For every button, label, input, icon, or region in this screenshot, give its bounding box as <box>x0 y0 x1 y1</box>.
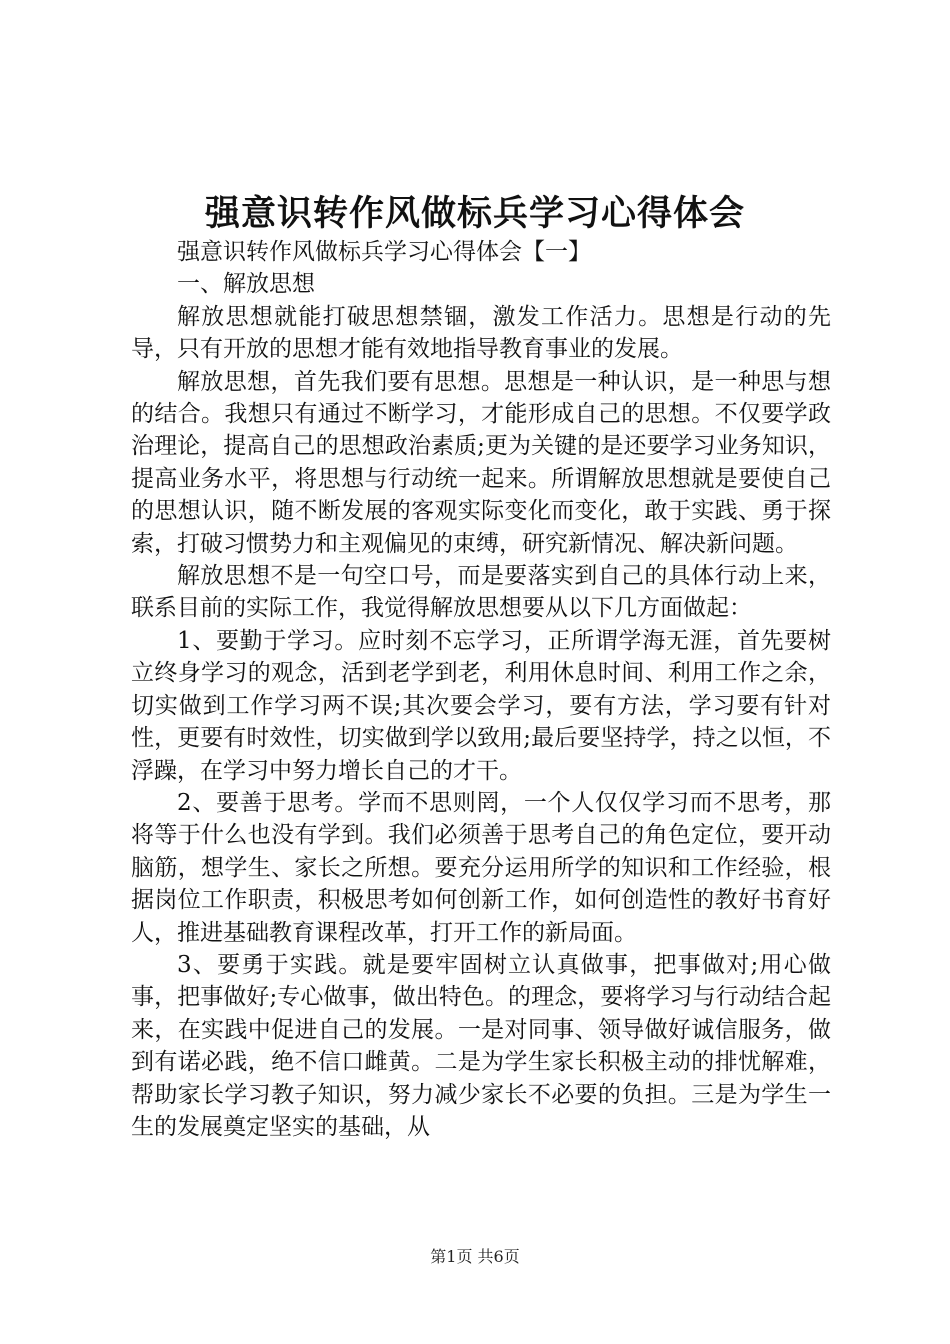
body-paragraph: 解放思想，首先我们要有思想。思想是一种认识，是一种思与想的结合。我想只有通过不断学习，才能形成自己的思想。不仅要学政治理论，提高自己的思想政治素质;更为关键的是还要学习业务知识，提高业务水平，将思想与行动统一起来。所谓解放思想就是要使自己的思想认识，随不断发展的客观实际变化而变化，敢于实践、勇于探索，打破习惯势力和主观偏见的束缚，研究新情况、解决新问题。 <box>131 368 831 557</box>
page-footer: 第1页 共6页 <box>430 1247 520 1266</box>
body-paragraph: 解放思想就能打破思想禁锢，激发工作活力。思想是行动的先导，只有开放的思想才能有效地指导教育事业的发展。 <box>131 303 831 363</box>
section-heading: 强意识转作风做标兵学习心得体会【一】 <box>177 239 591 265</box>
document-title: 强意识转作风做标兵学习心得体会 <box>204 193 745 234</box>
numbered-paragraph: 2、要善于思考。学而不思则罔，一个人仅仅学习而不思考，那将等于什么也没有学到。我们必须善于思考自己的角色定位，要开动脑筋，想学生、家长之所想。要充分运用所学的知识和工作经验，根据岗位工作职责，积极思考如何创新工作，如何创造性的教好书育好人，推进基础教育课程改革，打开工作的新局面。 <box>131 789 831 946</box>
subsection-heading: 一、解放思想 <box>177 271 315 298</box>
numbered-paragraph: 1、要勤于学习。应时刻不忘学习，正所谓学海无涯，首先要树立终身学习的观念，活到老学到老，利用休息时间、利用工作之余，切实做到工作学习两不误;其次要会学习，要有方法，学习要有针对性，更要有时效性，切实做到学以致用;最后要坚持学，持之以恒，不浮躁，在学习中努力增长自己的才干。 <box>131 627 831 784</box>
numbered-paragraph: 3、要勇于实践。就是要牢固树立认真做事，把事做对;用心做事，把事做好;专心做事，做出特色。的理念，要将学习与行动结合起来，在实践中促进自己的发展。一是对同事、领导做好诚信服务，做到有诺必践，绝不信口雌黄。二是为学生家长积极主动的排忧解难，帮助家长学习教子知识，努力减少家长不必要的负担。三是为学生一生的发展奠定坚实的基础，从 <box>131 951 831 1140</box>
document-body <box>131 236 831 1143</box>
body-paragraph: 解放思想不是一句空口号，而是要落实到自己的具体行动上来，联系目前的实际工作，我觉得解放思想要从以下几方面做起： <box>131 563 831 622</box>
